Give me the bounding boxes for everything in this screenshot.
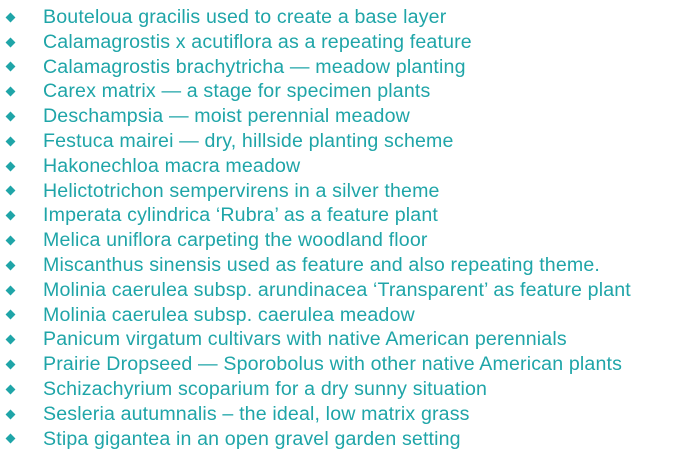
diamond-icon: [4, 55, 16, 80]
diamond-icon: [4, 228, 16, 253]
list-item: [0, 352, 700, 377]
list-item: [0, 179, 700, 204]
list-item-text: Prairie Dropseed — Sporobolus with other native American plants: [43, 353, 623, 376]
list-item-text: Hakonechloa macra meadow: [43, 154, 301, 177]
list-item: [0, 154, 700, 179]
list-item-text: Melica uniflora carpeting the woodland floor: [43, 229, 428, 252]
list-item-text: Panicum virgatum cultivars with native American perennials: [43, 328, 567, 351]
diamond-icon: [4, 5, 16, 30]
diamond-icon: [4, 327, 16, 352]
list-item-text: Schizachyrium scoparium for a dry sunny situation: [43, 377, 488, 400]
diamond-icon: [4, 352, 16, 377]
diamond-icon: [4, 104, 16, 129]
list-item-text: Imperata cylindrica ‘Rubra’ as a feature plant: [43, 204, 438, 227]
list-item: [0, 303, 700, 328]
list-item-text: Sesleria autumnalis – the ideal, low matrix grass: [43, 402, 470, 425]
list-item-text: Calamagrostis x acutiflora as a repeating feature: [43, 30, 472, 53]
list-item: [0, 55, 700, 80]
list-item-text: Deschampsia — moist perennial meadow: [43, 105, 410, 128]
list-item-text: Festuca mairei — dry, hillside planting scheme: [43, 129, 454, 152]
list-item: [0, 129, 700, 154]
list-item-text: Helictotrichon sempervirens in a silver theme: [43, 179, 440, 202]
list-item-text: Calamagrostis brachytricha — meadow planting: [43, 55, 466, 78]
diamond-icon: [4, 278, 16, 303]
diamond-icon: [4, 253, 16, 278]
diamond-icon: [4, 179, 16, 204]
list-item: [0, 104, 700, 129]
list-item-text: Bouteloua gracilis used to create a base layer: [43, 6, 447, 28]
list-item: [0, 327, 700, 352]
list-item-text: Molinia caerulea subsp. caerulea meadow: [43, 303, 415, 326]
list-item: [0, 30, 700, 55]
diamond-icon: [4, 203, 16, 228]
list-item: [0, 5, 700, 30]
list-item: [0, 402, 700, 427]
list-item: [0, 79, 700, 104]
list-item: [0, 377, 700, 402]
list-item-text: Carex matrix — a stage for specimen plants: [43, 80, 431, 103]
diamond-icon: [4, 427, 16, 451]
list-item-text: Stipa gigantea in an open gravel garden setting: [43, 427, 461, 450]
diamond-icon: [4, 79, 16, 104]
list-item-text: Miscanthus sinensis used as feature and also repeating theme.: [43, 253, 601, 276]
diamond-icon: [4, 154, 16, 179]
list-item: [0, 427, 700, 451]
list-item: [0, 253, 700, 278]
list-item: [0, 278, 700, 303]
list-item: [0, 228, 700, 253]
diamond-icon: [4, 30, 16, 55]
diamond-icon: [4, 377, 16, 402]
diamond-icon: [4, 129, 16, 154]
diamond-icon: [4, 303, 16, 328]
list-item-text: Molinia caerulea subsp. arundinacea ‘Transparent’ as feature plant: [43, 278, 631, 301]
grass-planting-list: [0, 5, 700, 451]
list-item: [0, 203, 700, 228]
diamond-icon: [4, 402, 16, 427]
